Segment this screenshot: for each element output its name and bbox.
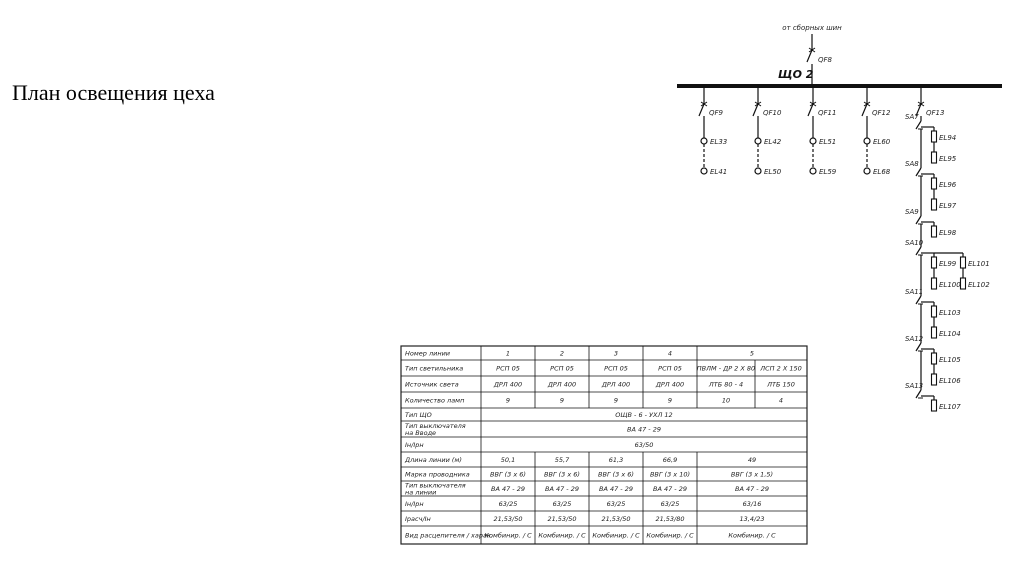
lamp-label-EL68: EL68 [873,168,891,176]
lamp-EL106 [932,374,937,385]
lamp-EL50 [755,168,761,174]
lamp-EL103 [932,306,937,317]
table-cell-9-2: ВА 47 - 29 [599,485,633,493]
lamp-label-EL94: EL94 [939,134,957,142]
table-cell-9-1: ВА 47 - 29 [545,485,579,493]
lamp-EL51 [810,138,816,144]
branch-breaker-label-QF12: QF12 [872,109,891,117]
lamp-label-EL59: EL59 [819,168,837,176]
table-cell-2-0: ДРЛ 400 [493,380,523,389]
table-cell-1-3: РСП 05 [658,364,682,373]
source-label: от сборных шин [782,24,842,32]
switch-label-SA9: SA9 [905,208,919,216]
table-header-11: Iрасч/Iн [405,515,431,523]
table-cell-3-0: 9 [505,396,511,405]
table-cell-0-2: 3 [613,349,619,358]
table-cell-3-2: 9 [613,396,619,405]
switch-label-SA12: SA12 [905,335,924,343]
table-cell-7-4: 49 [747,456,757,464]
table-header-5-b: на Вводе [405,429,437,437]
lamp-label-EL98: EL98 [939,229,957,237]
table-cell-10-4: 63/16 [742,500,762,508]
table-header-9-b: на линии [405,488,437,497]
table-cell-12-1: Комбинир. / С [538,531,586,540]
lamp-EL98 [932,226,937,237]
table-cell-1-1: РСП 05 [550,364,574,373]
switch-contact-SA7 [916,121,921,129]
switch-contact-SA13 [916,390,921,398]
table-cell-5-0: ВА 47 - 29 [627,425,661,434]
lamp-label-EL50: EL50 [764,168,782,176]
table-cell-8-1: ВВГ (3 х 6) [544,470,580,479]
table-cell-0-3: 4 [667,349,673,358]
table-cell-2-2: ДРЛ 400 [601,380,631,389]
lamp-label-EL101: EL101 [968,260,990,268]
table-header-12: Вид расцепителя / харак. [405,531,493,540]
table-cell-3-5: 4 [778,396,784,405]
table-cell-1-5: ЛСП 2 Х 150 [760,364,802,373]
table-cell-0-4: 5 [749,349,755,358]
table-cell-1-0: РСП 05 [496,364,520,373]
lamp-EL33 [701,138,707,144]
table-cell-8-0: ВВГ (3 х 6) [490,470,526,479]
slide-title: План освещения цеха [12,80,215,105]
table-cell-3-1: 9 [559,396,565,405]
lamp-EL107 [932,400,937,411]
lamp-label-EL60: EL60 [873,138,891,146]
table-header-1: Тип светильника [405,364,464,373]
table-cell-1-2: РСП 05 [604,364,628,373]
table-header-9: Тип выключателя [405,481,466,490]
table-cell-10-2: 63/25 [606,500,626,508]
table-header-0: Номер линии [405,349,451,358]
table-cell-11-0: 21,53/50 [493,515,523,523]
table-cell-11-2: 21,53/50 [601,515,631,523]
lamp-label-EL51: EL51 [819,138,837,146]
table-cell-2-1: ДРЛ 400 [547,380,577,389]
table-cell-9-3: ВА 47 - 29 [653,485,687,493]
table-cell-7-2: 61,3 [608,456,624,464]
lamp-EL104 [932,327,937,338]
lamp-label-EL106: EL106 [939,377,961,385]
switch-label-SA7: SA7 [905,113,919,121]
lamp-EL102 [961,278,966,289]
switch-label-SA11: SA11 [905,288,924,296]
switch-label-SA8: SA8 [905,160,919,168]
table-cell-6-0: 63/50 [634,441,654,449]
lamp-label-EL33: EL33 [710,138,728,146]
table-cell-0-1: 2 [559,349,565,358]
lamp-EL60 [864,138,870,144]
lamp-label-EL97: EL97 [939,202,957,210]
table-header-6: Iн/Iрн [405,441,424,449]
lamp-label-EL41: EL41 [710,168,728,176]
switch-contact-SA10 [916,247,921,255]
branch-breaker-label-QF11: QF11 [818,109,837,117]
table-cell-10-0: 63/25 [498,500,518,508]
lamp-EL95 [932,152,937,163]
panel-label: ЩО 2 [778,68,814,81]
lamp-label-EL107: EL107 [939,403,961,411]
lamp-EL99 [932,257,937,268]
table-cell-2-4: ЛТБ 80 - 4 [708,380,744,389]
table-cell-11-4: 13,4/23 [739,515,765,523]
table-header-4: Тип ЩО [405,411,432,419]
lamp-EL94 [932,131,937,142]
table-header-8: Марка проводника [405,470,470,479]
table-cell-3-3: 9 [667,396,673,405]
lamp-label-EL103: EL103 [939,309,961,317]
table-cell-11-3: 21,53/80 [655,515,685,523]
table-cell-9-4: ВА 47 - 29 [735,485,769,493]
table-cell-10-1: 63/25 [552,500,572,508]
lamp-EL97 [932,199,937,210]
table-cell-3-4: 10 [721,396,731,405]
table-cell-7-0: 50,1 [500,456,516,464]
lamp-EL41 [701,168,707,174]
table-cell-11-1: 21,53/50 [547,515,577,523]
table-cell-0-0: 1 [505,349,511,358]
table-header-3: Количество ламп [405,396,465,405]
lamp-EL96 [932,178,937,189]
lamp-label-EL96: EL96 [939,181,957,189]
switch-contact-SA11 [916,296,921,304]
table-cell-1-4: ПВЛМ - ДР 2 Х 80 [696,364,756,373]
table-header-7: Длина линии (м) [405,456,462,464]
table-header-2: Источник света [405,380,459,389]
lamp-label-EL100: EL100 [939,281,961,289]
table-cell-8-4: ВВГ (3 х 1,5) [730,470,774,479]
table-header-5: Тип выключателя [405,422,466,430]
table-cell-7-1: 55,7 [554,456,570,464]
lamp-label-EL99: EL99 [939,260,957,268]
table-cell-12-0: Комбинир. / С [484,531,532,540]
branch-breaker-label-QF10: QF10 [763,109,782,117]
table-cell-2-3: ДРЛ 400 [655,380,685,389]
table-cell-8-2: ВВГ (3 х 6) [598,470,634,479]
table-cell-12-3: Комбинир. / С [646,531,694,540]
table-header-10: Iн/Iрн [405,500,424,508]
lamp-EL101 [961,257,966,268]
lamp-EL42 [755,138,761,144]
switch-contact-SA8 [916,168,921,176]
table-cell-12-2: Комбинир. / С [592,531,640,540]
lamp-EL59 [810,168,816,174]
table-cell-9-0: ВА 47 - 29 [491,485,525,493]
table-cell-4-0: ОЩВ - 6 - УХЛ 12 [615,411,673,419]
branch-breaker-label-QF9: QF9 [709,109,723,117]
switch-contact-SA12 [916,343,921,351]
chain-breaker-label: QF13 [926,109,945,117]
switch-label-SA10: SA10 [905,239,924,247]
lamp-EL100 [932,278,937,289]
table-cell-10-3: 63/25 [660,500,680,508]
table-cell-8-3: ВВГ (3 х 10) [649,470,691,479]
switch-contact-SA9 [916,216,921,224]
lamp-label-EL105: EL105 [939,356,961,364]
switch-label-SA13: SA13 [905,382,924,390]
lamp-label-EL95: EL95 [939,155,957,163]
table-cell-2-5: ЛТБ 150 [767,380,795,389]
main-breaker-label: QF8 [818,56,832,64]
lamp-label-EL102: EL102 [968,281,990,289]
table-cell-7-3: 66,9 [662,456,678,464]
lamp-EL105 [932,353,937,364]
lamp-EL68 [864,168,870,174]
lamp-label-EL104: EL104 [939,330,961,338]
lamp-label-EL42: EL42 [764,138,782,146]
table-cell-12-4: Комбинир. / С [728,531,776,540]
